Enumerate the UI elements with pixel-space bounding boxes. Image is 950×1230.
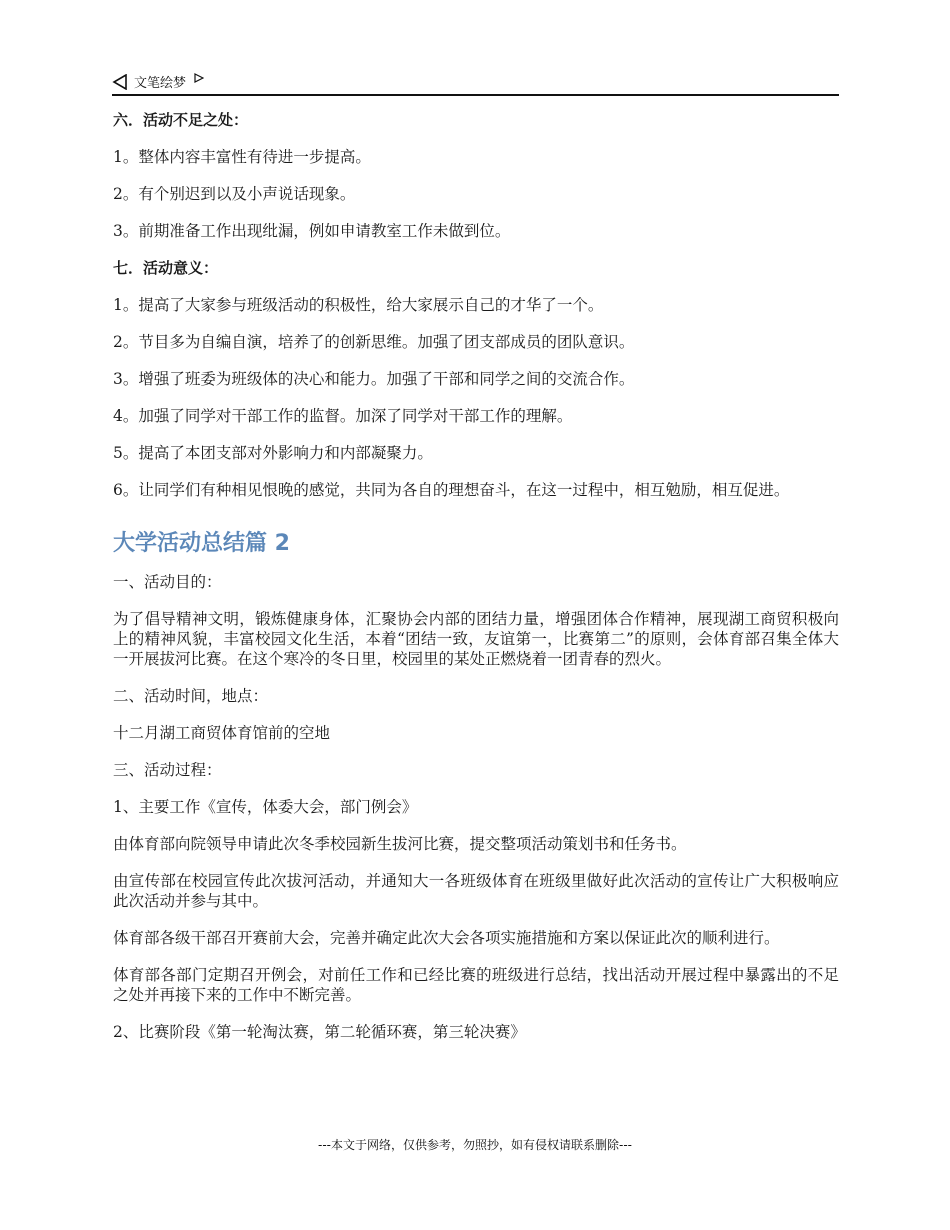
paragraph: 三、活动过程：	[113, 761, 222, 779]
header-brand	[112, 72, 204, 91]
document-body	[113, 110, 839, 1059]
list-item: 2。节目多为自编自演，培养了的创新思维。加强了团支部成员的团队意识。	[113, 333, 635, 351]
article-title: 大学活动总结篇 2	[113, 531, 290, 556]
paragraph: 十二月湖工商贸体育馆前的空地	[113, 724, 331, 742]
paragraph: 体育部各级干部召开赛前大会，完善并确定此次大会各项实施措施和方案以保证此次的顺利进行。	[113, 929, 780, 947]
list-item: 3。增强了班委为班级体的决心和能力。加强了干部和同学之间的交流合作。	[113, 370, 635, 388]
triangle-right-icon	[194, 73, 204, 83]
paragraph: 二、活动时间，地点：	[113, 687, 269, 705]
paragraph: 1、主要工作《宣传，体委大会，部门例会》	[113, 798, 418, 816]
paragraph: 由宣传部在校园宣传此次拔河活动，并通知大一各班级体育在班级里做好此次活动的宣传让广大积极响应此次活动并参与其中。	[113, 872, 839, 910]
paragraph: 2、比赛阶段《第一轮淘汰赛，第二轮循环赛，第三轮决赛》	[113, 1023, 526, 1041]
list-item: 5。提高了本团支部对外影响力和内部凝聚力。	[113, 444, 433, 462]
list-item: 1。整体内容丰富性有待进一步提高。	[113, 148, 371, 166]
paragraph: 为了倡导精神文明，锻炼健康身体，汇聚协会内部的团结力量，增强团体合作精神，展现湖工商贸积极向上的精神风貌，丰富校园文化生活，本着“团结一致，友谊第一，比赛第二”的原则，会体育部召集全体大一开展拔河比赛。在这个寒冷的冬日里，校园里的某处正燃烧着一团青春的烈火。	[113, 610, 839, 668]
list-item: 1。提高了大家参与班级活动的积极性，给大家展示自己的才华了一个。	[113, 296, 604, 314]
page-header	[112, 70, 839, 96]
list-item: 6。让同学们有种相见恨晚的感觉，共同为各自的理想奋斗，在这一过程中，相互勉励，相互促进。	[113, 481, 790, 499]
paragraph: 由体育部向院领导申请此次冬季校园新生拔河比赛，提交整项活动策划书和任务书。	[113, 835, 687, 853]
list-item: 3。前期准备工作出现纰漏，例如申请教室工作未做到位。	[113, 222, 511, 240]
triangle-left-icon	[112, 74, 128, 90]
list-item: 2。有个别迟到以及小声说话现象。	[113, 185, 356, 203]
paragraph: 一、活动目的：	[113, 573, 222, 591]
paragraph: 体育部各部门定期召开例会，对前任工作和已经比赛的班级进行总结，找出活动开展过程中暴露出的不足之处并再接下来的工作中不断完善。	[113, 966, 839, 1004]
section-heading: 七．活动意义：	[113, 259, 219, 277]
header-brand-text: 文笔绘梦	[134, 76, 187, 91]
section-heading: 六．活动不足之处：	[113, 111, 249, 129]
page-footer: ---本文于网络，仅供参考，勿照抄，如有侵权请联系删除---	[318, 1138, 632, 1152]
list-item: 4。加强了同学对干部工作的监督。加深了同学对干部工作的理解。	[113, 407, 573, 425]
